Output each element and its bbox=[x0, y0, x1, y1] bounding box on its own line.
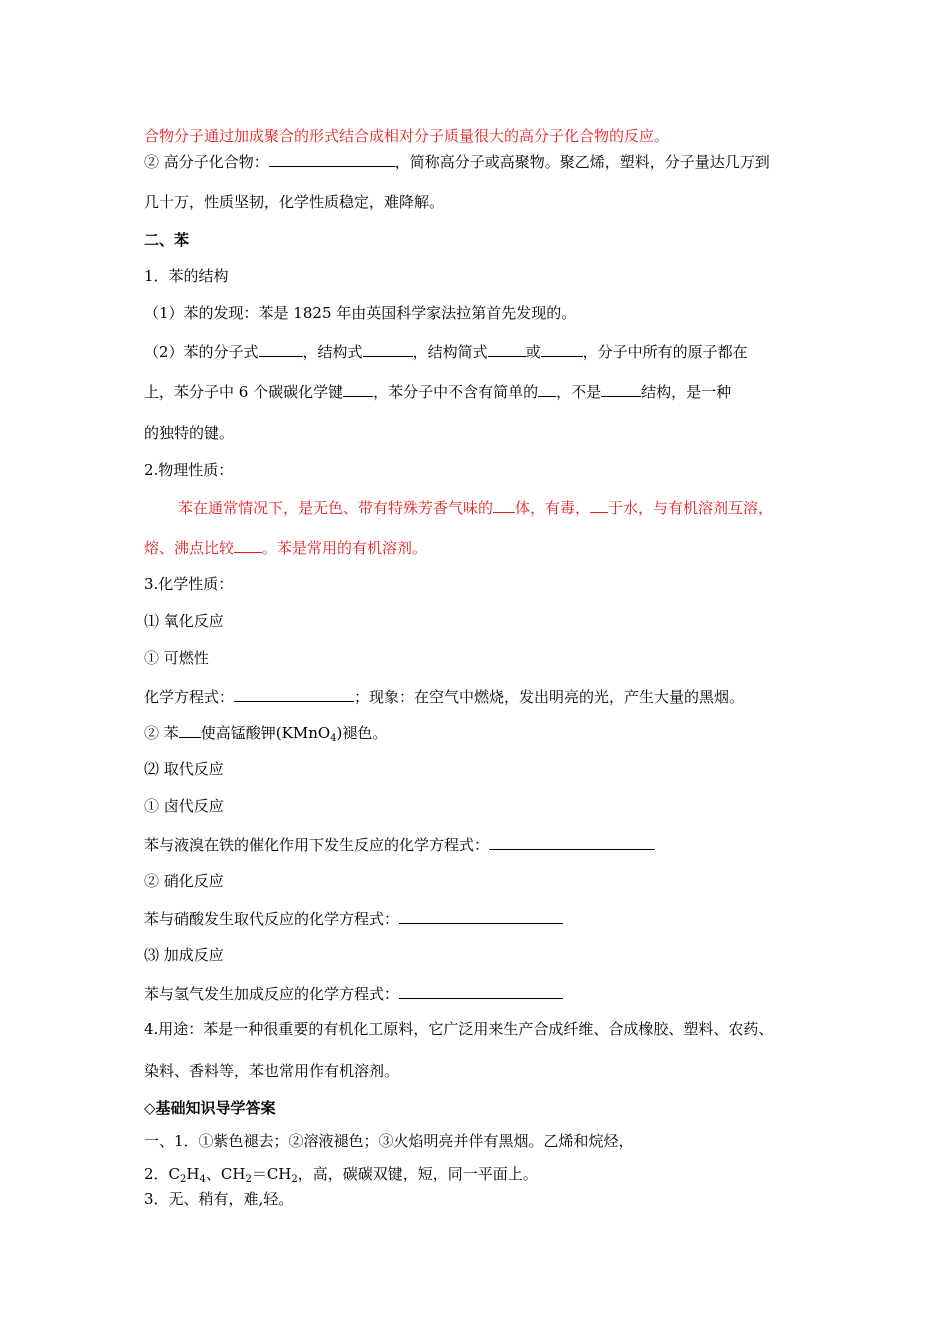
text: 于水，与有机溶剂互溶， bbox=[608, 499, 774, 517]
nitration-equation-line bbox=[144, 908, 563, 929]
addition-heading bbox=[144, 945, 224, 965]
text: ① 可燃性 bbox=[144, 649, 209, 667]
text: 。苯是常用的有机溶剂。 bbox=[262, 539, 428, 557]
text: 苯与氢气发生加成反应的化学方程式： bbox=[144, 985, 400, 1003]
text: ；现象：在空气中燃烧，发出明亮的光，产生大量的黑烟。 bbox=[354, 688, 745, 706]
text: 化学方程式： bbox=[144, 688, 235, 706]
text: ，苯分子中不含有简单的 bbox=[373, 383, 539, 401]
text: 熔、沸点比较 bbox=[144, 539, 235, 557]
text: 苯与液溴在铁的催化作用下发生反应的化学方程式： bbox=[144, 836, 490, 854]
uses-line-2 bbox=[144, 1061, 399, 1081]
uses-line bbox=[144, 1019, 773, 1039]
fill-blank[interactable] bbox=[399, 983, 563, 999]
fill-blank[interactable] bbox=[541, 341, 583, 357]
physical-properties-line-2 bbox=[144, 537, 427, 558]
red-definition-line bbox=[144, 126, 669, 146]
text: 使高锰酸钾(KMnO bbox=[200, 724, 331, 742]
fill-blank[interactable] bbox=[259, 341, 303, 357]
answer-line-1 bbox=[144, 1131, 634, 1151]
text: )褪色。 bbox=[336, 724, 388, 742]
text: ，分子中所有的原子都在 bbox=[582, 343, 748, 361]
fill-blank[interactable] bbox=[269, 151, 395, 167]
polymer-line-2 bbox=[144, 192, 444, 212]
text: 、CH bbox=[205, 1165, 246, 1183]
text: H bbox=[186, 1165, 200, 1183]
section-heading-benzene bbox=[144, 230, 189, 250]
benzene-bond-line bbox=[144, 381, 731, 402]
subsection-chemical bbox=[144, 574, 233, 594]
text: 4.用途：苯是一种很重要的有机化工原料，它广泛用来生产合成纤维、合成橡胶、塑料、农药、 bbox=[144, 1020, 774, 1038]
subscript: 4 bbox=[330, 733, 337, 744]
subscript: 2 bbox=[291, 1174, 298, 1185]
fill-blank[interactable] bbox=[363, 341, 413, 357]
text: 一、1．①紫色褪去；②溶液褪色；③火焰明亮并伴有黑烟。乙烯和烷烃， bbox=[144, 1132, 634, 1150]
answer-line-2 bbox=[144, 1164, 538, 1190]
text: ① 卤代反应 bbox=[144, 797, 224, 815]
fill-blank[interactable] bbox=[538, 381, 556, 397]
fill-blank[interactable] bbox=[399, 908, 563, 924]
text: （1）苯的发现：苯是 1825 年由英国科学家法拉第首先发现的。 bbox=[144, 304, 577, 322]
substitution-heading bbox=[144, 759, 224, 779]
halogenation-heading bbox=[144, 796, 224, 816]
fill-blank[interactable] bbox=[488, 341, 526, 357]
combustion-heading bbox=[144, 648, 209, 668]
text: ＝CH bbox=[251, 1165, 292, 1183]
text: 1．苯的结构 bbox=[144, 267, 229, 285]
answer-key-heading bbox=[144, 1098, 276, 1118]
fill-blank[interactable] bbox=[234, 537, 262, 553]
fill-blank[interactable] bbox=[493, 497, 515, 513]
text: 上，苯分子中 6 个碳碳化学键 bbox=[144, 383, 344, 401]
text: （2）苯的分子式 bbox=[144, 343, 259, 361]
kmno4-line bbox=[144, 722, 387, 749]
text: 染料、香料等，苯也常用作有机溶剂。 bbox=[144, 1062, 400, 1080]
benzene-discovery-line bbox=[144, 303, 576, 323]
combustion-equation-line bbox=[144, 686, 744, 707]
text: ⑶ 加成反应 bbox=[144, 946, 224, 964]
text: ，简称高分子或高聚物。聚乙烯，塑料，分子量达几万到 bbox=[394, 153, 770, 171]
subscript: 4 bbox=[199, 1174, 206, 1185]
text: 2.物理性质： bbox=[144, 461, 234, 479]
nitration-heading bbox=[144, 871, 224, 891]
text: 合物分子通过加成聚合的形式结合成相对分子质量很大的高分子化合物的反应。 bbox=[144, 127, 670, 145]
benzene-formula-line bbox=[144, 341, 748, 362]
text: 苯与硝酸发生取代反应的化学方程式： bbox=[144, 910, 400, 928]
text: 结构，是一种 bbox=[641, 383, 732, 401]
text: 体，有毒， bbox=[515, 499, 591, 517]
text: 几十万，性质坚韧，化学性质稳定，难降解。 bbox=[144, 193, 445, 211]
heading: ◇基础知识导学答案 bbox=[144, 1099, 276, 1117]
physical-properties-line bbox=[178, 497, 773, 518]
text: ② 苯 bbox=[144, 724, 179, 742]
subsection-structure bbox=[144, 266, 229, 286]
subscript: 2 bbox=[245, 1174, 252, 1185]
benzene-bond-line-2 bbox=[144, 423, 234, 443]
subsection-physical bbox=[144, 460, 233, 480]
text: 3．无、稍有，难,轻。 bbox=[144, 1190, 294, 1208]
heading: 二、苯 bbox=[144, 231, 190, 249]
fill-blank[interactable] bbox=[601, 381, 641, 397]
text: ，结构式 bbox=[302, 343, 363, 361]
text: ，结构简式 bbox=[412, 343, 488, 361]
text: ② 硝化反应 bbox=[144, 872, 224, 890]
fill-blank[interactable] bbox=[489, 834, 655, 850]
text: 或 bbox=[525, 343, 541, 361]
oxidation-heading bbox=[144, 611, 224, 631]
fill-blank[interactable] bbox=[590, 497, 608, 513]
subscript: 2 bbox=[180, 1174, 187, 1185]
addition-equation-line bbox=[144, 983, 563, 1004]
text: ，不是 bbox=[556, 383, 602, 401]
text: 的独特的键。 bbox=[144, 424, 235, 442]
fill-blank[interactable] bbox=[343, 381, 373, 397]
text: 3.化学性质： bbox=[144, 575, 234, 593]
text: 苯在通常情况下，是无色、带有特殊芳香气味的 bbox=[178, 499, 494, 517]
text: 2．C bbox=[144, 1165, 181, 1183]
text: ，高，碳碳双键，短，同一平面上。 bbox=[297, 1165, 538, 1183]
fill-blank[interactable] bbox=[179, 722, 201, 738]
polymer-line bbox=[144, 151, 770, 172]
fill-blank[interactable] bbox=[234, 686, 354, 702]
text: ⑴ 氧化反应 bbox=[144, 612, 224, 630]
halogenation-equation-line bbox=[144, 834, 655, 855]
text: ② 高分子化合物： bbox=[144, 153, 269, 171]
answer-line-3 bbox=[144, 1189, 293, 1209]
text: ⑵ 取代反应 bbox=[144, 760, 224, 778]
